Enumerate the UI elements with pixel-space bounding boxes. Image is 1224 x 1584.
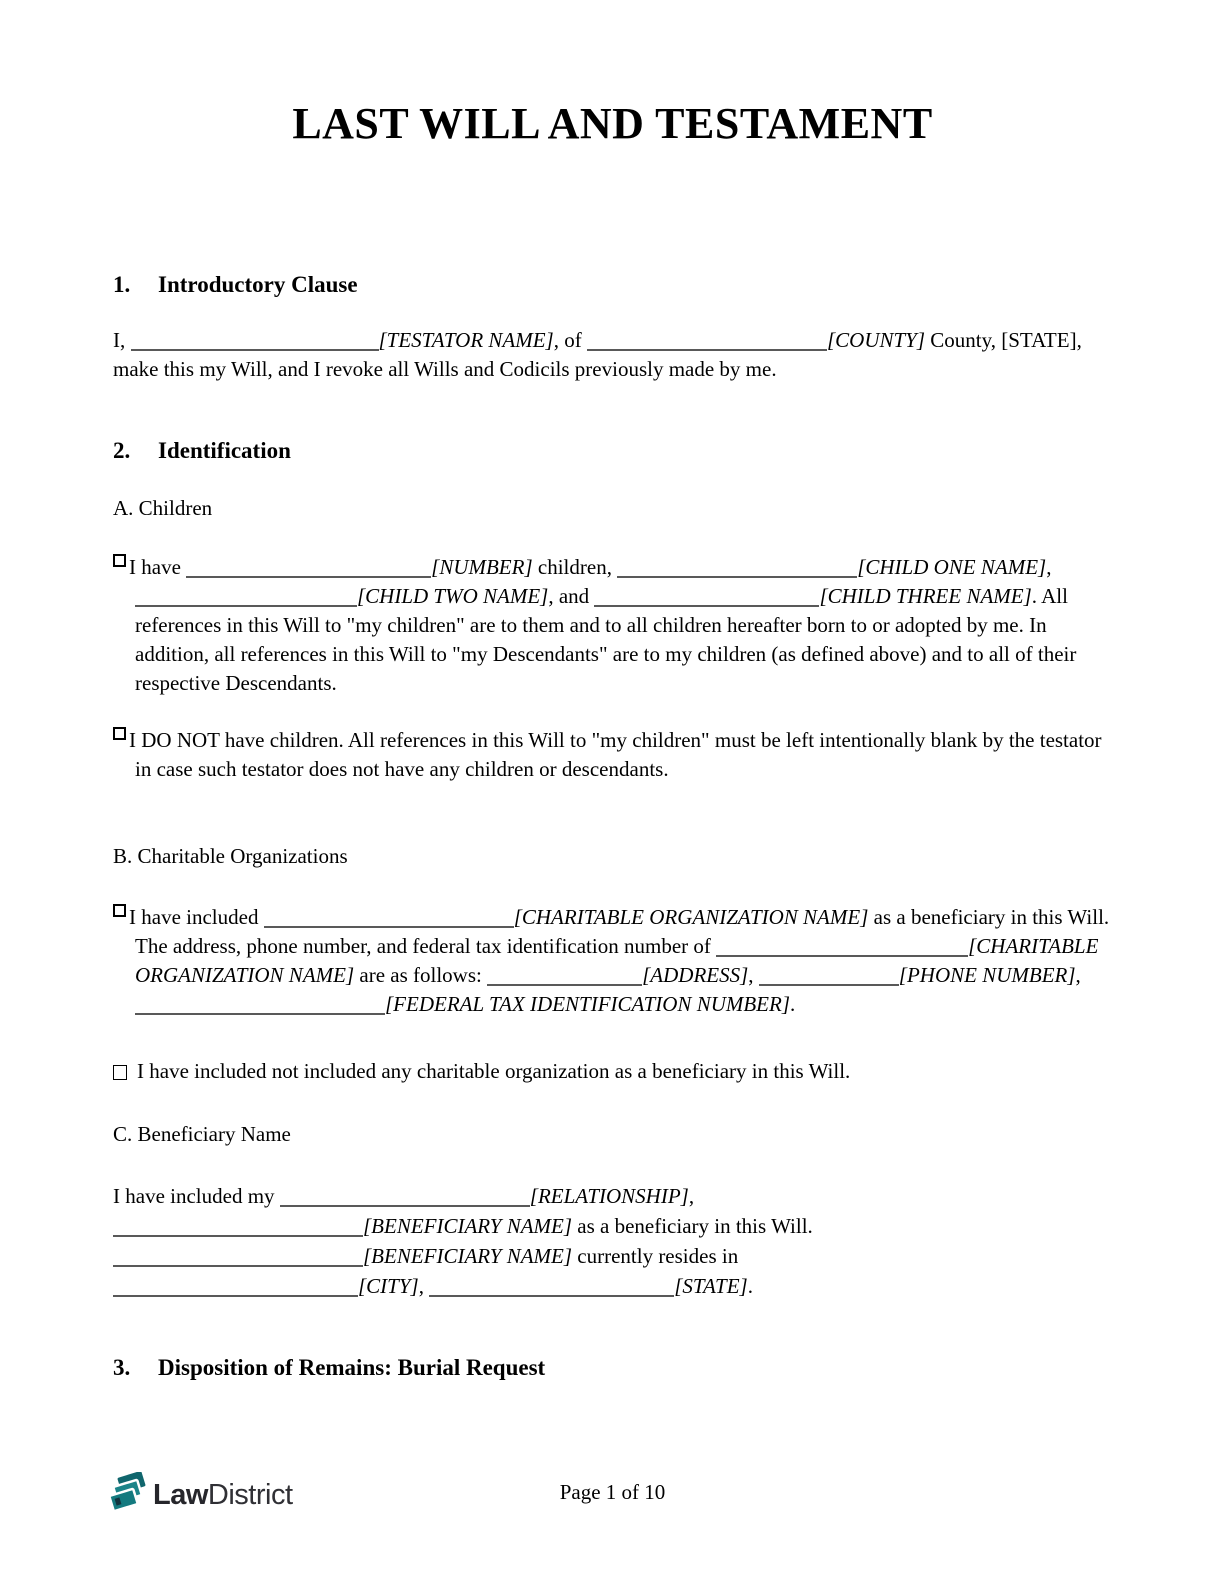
- checkbox-charity-not-included[interactable]: [113, 1065, 127, 1080]
- beneficiary-paragraph: I have included my [RELATIONSHIP], [BENEFICIARY NAME] as a beneficiary in this Will. [BENEFICIARY NAME] currently resides in [CITY], [STATE].: [113, 1184, 813, 1298]
- blank-line[interactable]: [113, 1232, 363, 1237]
- placeholder: [STATE]: [674, 1274, 748, 1298]
- checkbox-have-children[interactable]: [113, 554, 126, 567]
- placeholder: [CITY]: [358, 1274, 419, 1298]
- blank-line[interactable]: [429, 1292, 674, 1297]
- blank-line[interactable]: [594, 602, 819, 607]
- section-2-heading: [113, 436, 1112, 466]
- document-title: LAST WILL AND TESTAMENT: [292, 99, 933, 148]
- brand-law: Law: [153, 1478, 208, 1511]
- section-3-number: 3.: [113, 1355, 131, 1380]
- placeholder: [RELATIONSHIP]: [529, 1184, 689, 1208]
- intro-paragraph: I, [TESTATOR NAME], of [COUNTY] County, [STATE], make this my Will, and I revoke all Wills and Codicils previously made by me.: [113, 328, 1082, 381]
- checkbox-charity-included[interactable]: [113, 904, 126, 917]
- placeholder: [PHONE NUMBER]: [898, 963, 1076, 987]
- page-footer: [113, 1472, 1112, 1522]
- checkbox-no-children[interactable]: [113, 727, 126, 740]
- blank-line[interactable]: [264, 923, 514, 928]
- charity-option-1-text: I have included [CHARITABLE ORGANIZATION NAME] as a beneficiary in this Will. The address, phone number, and federal tax identification number of [CHARITABLE ORGANIZATION NAME] are as follows: [ADDRESS], [PHONE NUMBER], [FEDERAL TAX IDENTIFICATION NUMBER].: [129, 905, 1110, 1016]
- page-number: Page 1 of 10: [559, 1480, 666, 1504]
- placeholder: [CHILD THREE NAME]: [819, 584, 1032, 608]
- placeholder: [BENEFICIARY NAME]: [363, 1244, 573, 1268]
- children-option-2-text: I DO NOT have children. All references in this Will to "my children" must be left intentionally blank by the testator in case such testator does not have any children or descendants.: [129, 728, 1102, 781]
- subsection-c-label: C. Beneficiary Name: [113, 1122, 291, 1146]
- placeholder: [CHILD TWO NAME]: [357, 584, 549, 608]
- subsection-b-label: B. Charitable Organizations: [113, 844, 348, 868]
- placeholder: [TESTATOR NAME]: [378, 328, 554, 352]
- placeholder: [CHARITABLE ORGANIZATION NAME]: [513, 905, 869, 929]
- blank-line[interactable]: [617, 573, 857, 578]
- lawdistrict-logo: [107, 1472, 293, 1518]
- placeholder: [COUNTY]: [826, 328, 926, 352]
- brand-name: [153, 1479, 293, 1512]
- section-1-number: 1.: [113, 272, 131, 297]
- placeholder: [ADDRESS]: [642, 963, 749, 987]
- children-option-1-text: I have [NUMBER] children, [CHILD ONE NAME], [CHILD TWO NAME], and [CHILD THREE NAME]. All references in this Will to "my children" are to them and to all children hereafter born to or adopted by me. In addition, all references in this Will to "my Descendants" are to my children (as defined above) and to all of their respective Descendants.: [129, 555, 1077, 695]
- section-1-title: Introductory Clause: [158, 272, 358, 297]
- placeholder: [FEDERAL TAX IDENTIFICATION NUMBER]: [385, 992, 791, 1016]
- charity-option-2: [113, 1057, 1112, 1086]
- blank-line[interactable]: [759, 981, 899, 986]
- section-2-title: Identification: [158, 438, 291, 463]
- charity-option-1: [113, 903, 1112, 1019]
- placeholder: [CHILD ONE NAME]: [857, 555, 1047, 579]
- blank-line[interactable]: [716, 952, 968, 957]
- children-option-1: [113, 553, 1112, 698]
- blank-line[interactable]: [135, 602, 357, 607]
- blank-line[interactable]: [280, 1202, 530, 1207]
- section-2-number: 2.: [113, 438, 131, 463]
- placeholder: [CHARITABLE ORGANIZATION NAME]: [135, 934, 1099, 987]
- placeholder: [NUMBER]: [431, 555, 533, 579]
- blank-line[interactable]: [113, 1262, 363, 1267]
- blank-line[interactable]: [113, 1292, 358, 1297]
- section-3-heading: [113, 1353, 1112, 1383]
- blank-line[interactable]: [135, 1010, 385, 1015]
- charity-option-2-text: I have included not included any charitable organization as a beneficiary in this Will.: [137, 1059, 851, 1083]
- section-3-title: Disposition of Remains: Burial Request: [158, 1355, 546, 1380]
- blank-line[interactable]: [487, 981, 642, 986]
- lawdistrict-logo-icon: [107, 1472, 149, 1518]
- placeholder: [BENEFICIARY NAME]: [363, 1214, 573, 1238]
- blank-line[interactable]: [131, 346, 379, 351]
- children-option-2: [113, 726, 1112, 784]
- section-1-heading: [113, 270, 1112, 300]
- blank-line[interactable]: [186, 573, 431, 578]
- brand-district: District: [207, 1478, 293, 1511]
- blank-line[interactable]: [587, 346, 827, 351]
- subsection-a-label: A. Children: [113, 496, 213, 520]
